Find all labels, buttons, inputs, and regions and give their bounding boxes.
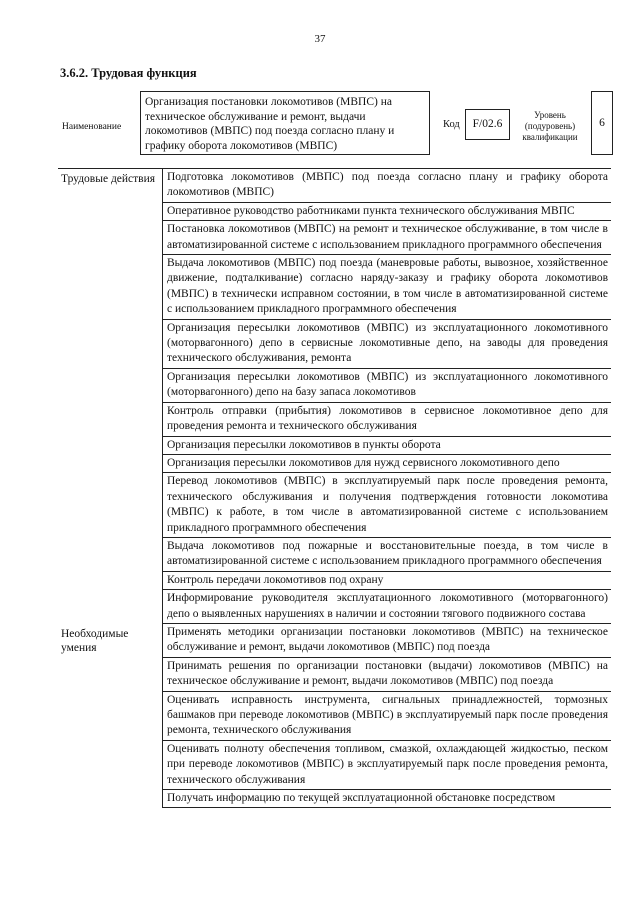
labor-actions-group	[58, 169, 611, 624]
page-number: 37	[314, 33, 326, 45]
table-row: Применять методики организации постановки локомотивов (МВПС) на техническое обслуживание и ремонт, выдачи локомотивов (МВПС) под поезда	[163, 623, 611, 658]
table-row: Организация пересылки локомотивов в пункты оборота	[163, 436, 611, 455]
table-row: Информирование руководителя эксплуатационного локомотивного (моторвагонного) депо о выявленных нарушениях в наличии и состоянии тягового подвижного состава	[163, 589, 611, 624]
table-row: Принимать решения по организации постановки (выдачи) локомотивов (МВПС) на техническое обслуживание и ремонт, выдачи локомотивов (МВПС) под поезда	[163, 657, 611, 692]
table-row: Постановка локомотивов (МВПС) на ремонт и техническое обслуживание, в том числе в автоматизированной системе с использованием прикладного программного обеспечения	[163, 220, 611, 255]
table-row: Организация пересылки локомотивов (МВПС) из эксплуатационного локомотивного (моторвагонного) депо на базу запаса локомотивов	[163, 368, 611, 403]
table-row: Выдача локомотивов под пожарные и восстановительные поезда, в том числе в автоматизированной системе с использованием прикладного программного обеспечения	[163, 537, 611, 572]
table-row: Оценивать исправность инструмента, сигнальных принадлежностей, тормозных башмаков при переводе локомотивов (МВПС) в эксплуатируемый парк после проведения ремонта, технического обслуживания	[163, 691, 611, 741]
code-label: Код	[443, 119, 460, 130]
name-label: Наименование	[62, 122, 122, 132]
table-row: Выдача локомотивов (МВПС) под поезда (маневровые работы, вывозное, хозяйственное движение, подталкивание) согласно наряду-заказу и графику оборота локомотивов (МВПС) в технически исправном состоянии, в том числе в автоматизированной системе с использованием прикладного программного обеспечения	[163, 254, 611, 320]
table-row: Организация пересылки локомотивов для нужд сервисного локомотивного депо	[163, 454, 611, 473]
qualification-level-label: Уровень (подуровень) квалификации	[522, 110, 578, 142]
function-name-box: Организация постановки локомотивов (МВПС) на техническое обслуживание и ремонт, выдачи локомотивов (МВПС) под поезда согласно плану и графику оборота локомотивов (МВПС)	[140, 91, 430, 155]
qualification-level-box: 6	[591, 91, 613, 155]
table-row: Получать информацию по текущей эксплуатационной обстановке посредством	[163, 789, 611, 808]
group-label: Трудовые действия	[61, 173, 156, 185]
function-table	[58, 168, 611, 808]
section-title: 3.6.2. Трудовая функция	[60, 66, 197, 80]
group-items	[162, 624, 611, 808]
table-row: Контроль отправки (прибытия) локомотивов в сервисное локомотивное депо для проведения ремонта и технического обслуживания	[163, 402, 611, 437]
table-row: Оперативное руководство работниками пункта технического обслуживания МВПС	[163, 202, 611, 221]
code-value-box: F/02.6	[465, 109, 510, 140]
table-row: Оценивать полноту обеспечения топливом, смазкой, охлаждающей жидкостью, песком при переводе локомотивов (МВПС) в эксплуатируемый парк после проведения ремонта, технического обслуживания	[163, 740, 611, 790]
table-row: Организация пересылки локомотивов (МВПС) из эксплуатационного локомотивного (моторвагонного) депо в сервисные локомотивные депо, на заводы для проведения технического обслуживания, ремонта	[163, 319, 611, 369]
required-skills-group	[58, 624, 611, 808]
group-items	[162, 169, 611, 624]
table-row: Подготовка локомотивов (МВПС) под поезда согласно плану и графику оборота локомотивов (МВПС)	[163, 168, 611, 203]
group-label: Необходимые умения	[61, 627, 129, 654]
table-row: Перевод локомотивов (МВПС) в эксплуатируемый парк после проведения ремонта, технического обслуживания и получения подтверждения готовности локомотива (МВПС) к работе, в том числе в автоматизированной системе с использованием прикладного программного обеспечения	[163, 472, 611, 538]
table-row: Контроль передачи локомотивов под охрану	[163, 571, 611, 590]
